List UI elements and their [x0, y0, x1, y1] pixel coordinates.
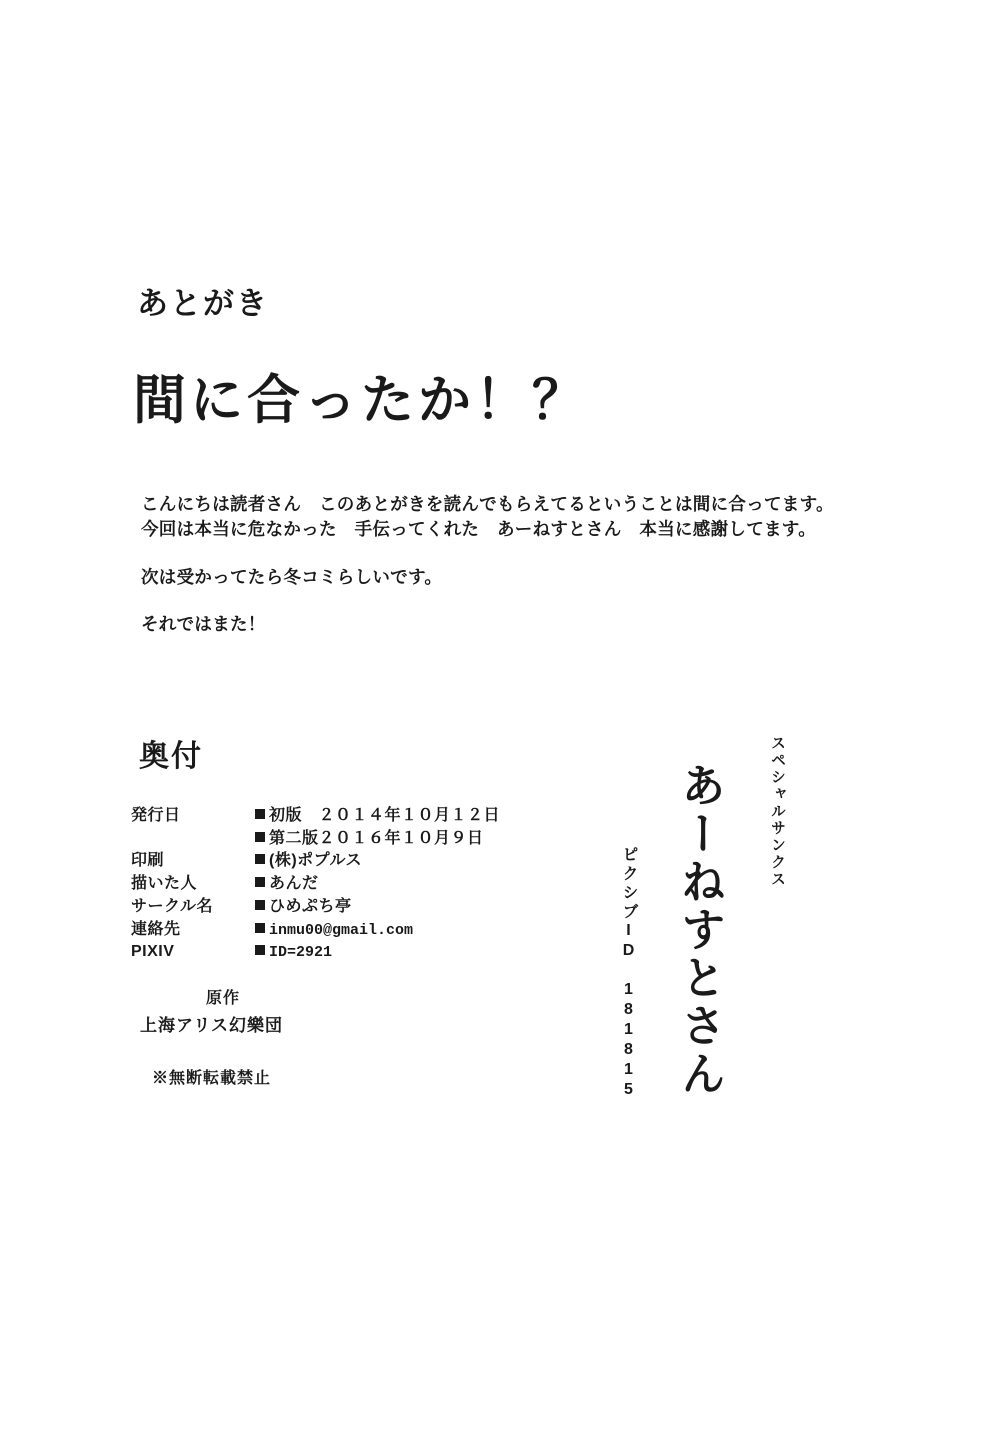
afterword-body: [141, 492, 931, 638]
bullet-square-icon: [255, 854, 265, 864]
colophon-label: 印刷: [131, 852, 165, 870]
colophon-value: [255, 828, 500, 851]
special-thanks-label: スペシャルサンクス: [769, 735, 786, 888]
original-work-credit: [140, 985, 283, 1036]
bullet-square-icon: [255, 877, 265, 887]
special-thanks-name: あーねすとさん: [674, 762, 725, 1098]
colophon-label: サークル名: [131, 897, 214, 915]
bullet-square-icon: [255, 809, 265, 819]
colophon-value: [255, 941, 500, 964]
colophon-label: PIXIV: [131, 943, 175, 961]
bullet-square-icon: [255, 832, 265, 842]
bullet-square-icon: [255, 945, 265, 955]
colophon-value-text: あんだ: [269, 875, 319, 893]
afterword-paragraph: こんにちは読者さん このあとがきを読んでもらえてるということは間に合ってます。: [141, 494, 834, 514]
colophon-label: [131, 828, 255, 851]
afterword-paragraph: 今回は本当に危なかった 手伝ってくれた あーねすとさん 本当に感謝してます。: [141, 519, 816, 540]
colophon-value-text: ID=2921: [269, 944, 333, 962]
credit-name: 上海アリス幻樂団: [140, 1016, 283, 1035]
colophon-value: [255, 919, 500, 942]
colophon-heading: 奥付: [139, 740, 203, 773]
table-row: [131, 919, 500, 942]
colophon-value-text: 初版 ２０１４年１０月１２日: [269, 807, 501, 824]
colophon-label: 描いた人: [131, 875, 198, 893]
colophon-value: [255, 896, 500, 919]
afterword-heading: あとがき: [137, 286, 269, 321]
colophon-label: 連絡先: [131, 920, 181, 938]
table-row: [131, 828, 500, 851]
afterword-paragraph: 次は受かってたら冬コミらしいです。: [141, 566, 443, 587]
table-row: [131, 873, 500, 896]
special-thanks-pixiv-id: ピクシブID 181815: [620, 846, 637, 1101]
colophon-value-text: 第二版２０１６年１０月９日: [269, 829, 484, 847]
table-row: [131, 941, 500, 964]
colophon-value: [255, 805, 500, 828]
colophon-table: [131, 805, 500, 964]
table-row: [131, 805, 500, 828]
afterword-title: 間に合ったか！？: [133, 371, 589, 430]
colophon-value: [255, 850, 500, 873]
reproduction-notice: ※無断転載禁止: [152, 1070, 272, 1087]
colophon-value-text: inmu00@gmail.com: [269, 921, 414, 939]
credit-role: 原作: [206, 990, 241, 1007]
table-row: [131, 850, 500, 873]
bullet-square-icon: [255, 900, 265, 910]
colophon-value: [255, 873, 500, 896]
colophon-label: 発行日: [131, 807, 181, 824]
table-row: [131, 896, 500, 919]
colophon-value-text: (株)ポプルス: [269, 852, 363, 870]
afterword-paragraph: それではまた！: [141, 614, 266, 635]
colophon-value-text: ひめぷち亭: [269, 897, 352, 915]
bullet-square-icon: [255, 923, 265, 933]
